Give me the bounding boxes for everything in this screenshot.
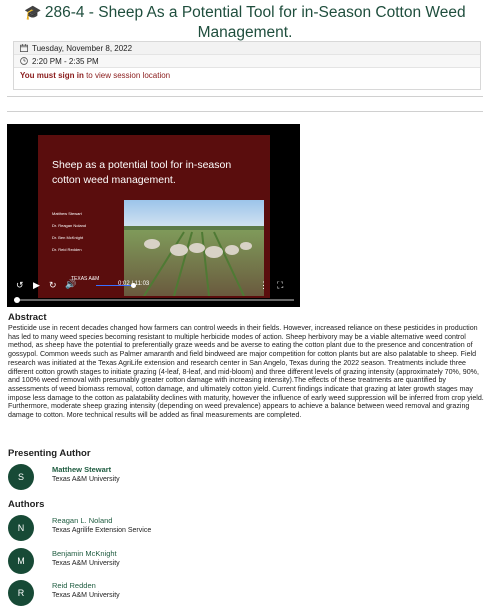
- author-card: [8, 580, 308, 608]
- progress-bar[interactable]: [14, 299, 294, 301]
- presenting-author-heading: Presenting Author: [8, 448, 91, 459]
- avatar: R: [8, 580, 34, 606]
- slide-author: Dr. Ben McKnight: [52, 235, 84, 240]
- slide-author: Matthew Stewart: [52, 211, 82, 216]
- time-row: [14, 55, 480, 68]
- author-organization: Texas A&M University: [52, 476, 120, 483]
- slide-author: Dr. Reid Redden: [52, 247, 82, 252]
- session-title-text: 286-4 - Sheep As a Potential Tool for in-Season Cotton Weed Management.: [44, 4, 466, 41]
- progress-handle[interactable]: [14, 297, 20, 303]
- volume-icon[interactable]: 🔊: [65, 279, 77, 289]
- signin-suffix: to view session location: [83, 71, 171, 80]
- author-organization: Texas A&M University: [52, 592, 120, 599]
- video-slide: [38, 135, 270, 298]
- divider: [7, 96, 483, 97]
- calendar-icon: [20, 44, 28, 52]
- clock-icon: [20, 57, 28, 65]
- presenting-author-card: [8, 464, 308, 492]
- slide-authors: [52, 208, 86, 256]
- author-card: [8, 548, 308, 576]
- video-player[interactable]: [7, 124, 300, 307]
- session-title: [0, 2, 490, 43]
- date-row: [14, 42, 480, 55]
- author-name-link[interactable]: Reagan L. Noland: [52, 516, 113, 525]
- session-info-box: [13, 41, 481, 90]
- more-options-icon[interactable]: ⋮: [259, 280, 268, 290]
- avatar: N: [8, 515, 34, 541]
- fullscreen-icon[interactable]: ⛶: [277, 280, 284, 290]
- video-timecode: 0:02 / 11:03: [118, 281, 150, 287]
- avatar: S: [8, 464, 34, 490]
- forward-icon[interactable]: ↻: [49, 280, 57, 290]
- play-icon[interactable]: ▶: [33, 280, 40, 290]
- author-card: [8, 515, 308, 543]
- session-date: Tuesday, November 8, 2022: [32, 43, 133, 53]
- session-time: 2:20 PM - 2:35 PM: [32, 56, 99, 66]
- slide-title: Sheep as a potential tool for in-season cotton weed management.: [52, 159, 232, 186]
- author-organization: Texas Agrilife Extension Service: [52, 527, 152, 534]
- avatar: M: [8, 548, 34, 574]
- signin-notice: [14, 68, 480, 84]
- abstract-text: Pesticide use in recent decades changed how farmers can control weeds in their fields. However, increased reliance on these pesticides in production has led to many weed species becoming resistant to multiple herbicide modes of action. Sheep herbivory may be a viable alternative weed control method, as sheep have the potential to preferentially graze weeds and be averse to eating the cotton plant due to the presence and concentration of gossypol. Common weeds such as Palmer amaranth and field bindweed are major competition for cotton plants but are also palatable to sheep. Field research was initiated at the Texas AgriLife extension and research center in San Angelo, Texas during the 2022 season. Treatments include three different cotton growth stages to initiate grazing (4-leaf, 8-leaf, and mid-bloom) and three different levels of grazing intensity (approximately 70%, 90%, and 100% weed removal with presumably greater cotton damage with increasing intensity).The effects of these treatments are quantified by assessments of weed biomass removal, cotton damage, and ultimately cotton yield. Current findings indicate that grazing at later growth stages may impose less damage to the cotton as palatability declines with maturity, however the influence of early weed suppression will be inferred from crop yield. Furthermore, moderate sheep grazing intensity (depending on weed prevalence) appears to achieve a balance between weed removal and grazing damage to cotton. More technical results will be added as final measurements are completed.: [8, 324, 484, 420]
- author-name-link[interactable]: Reid Redden: [52, 581, 96, 590]
- sign-in-link[interactable]: You must sign in: [20, 71, 84, 80]
- author-organization: Texas A&M University: [52, 560, 120, 567]
- author-name-link[interactable]: Matthew Stewart: [52, 465, 112, 474]
- texas-am-logo: TEXAS A&M: [71, 276, 100, 282]
- author-name-link[interactable]: Benjamin McKnight: [52, 549, 117, 558]
- graduation-cap-icon: 🎓: [24, 4, 42, 20]
- replay-icon[interactable]: ↺: [16, 280, 24, 290]
- slide-author: Dr. Reagan Noland: [52, 223, 87, 228]
- authors-heading: Authors: [8, 499, 45, 510]
- abstract-heading: Abstract: [8, 312, 47, 323]
- divider: [7, 111, 483, 112]
